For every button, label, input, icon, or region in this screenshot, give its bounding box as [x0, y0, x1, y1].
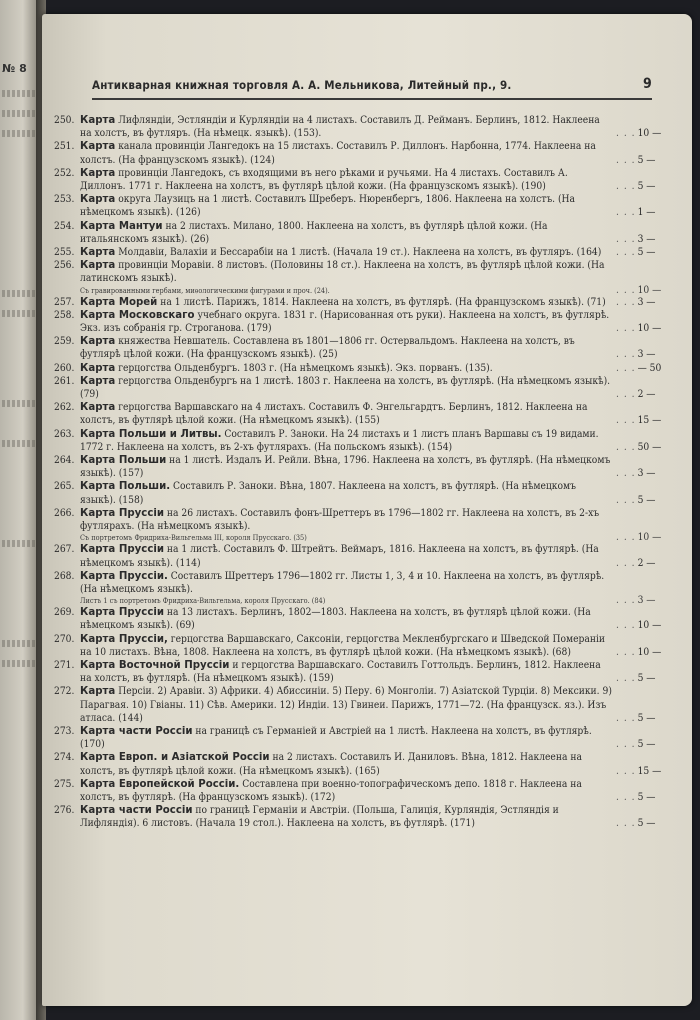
entry-body [80, 751, 674, 777]
entry-label: Карта Пруссіи [80, 607, 164, 619]
catalog-entry [54, 140, 674, 166]
entry-label: Карта Европ. и Азіатской Россіи [80, 752, 270, 764]
entry-body [80, 596, 612, 606]
entry-text: на границѣ съ Германіей и Австріей на 1 листѣ. Наклеена на холстъ, въ футлярѣ. (170) [80, 725, 592, 751]
entry-number: 265. [54, 481, 75, 493]
catalog-entry [54, 543, 674, 569]
entry-text: на 1 листѣ. Составилъ Ф. Штрейтъ. Веймаръ, 1816. Наклеена на холстъ, въ футлярѣ. (На нѣмецкомъ языкѣ). (114) [80, 544, 599, 569]
entry-price: . . . 5 — [616, 246, 674, 259]
entry-number: 250. [54, 115, 75, 126]
entry-price: . . . 10 — [616, 646, 674, 659]
entry-price: . . . 5 — [616, 154, 674, 167]
entry-number: 258. [54, 309, 75, 321]
entry-price: . . . — 50 [616, 362, 674, 375]
entry-text: округа Лаузицъ на 1 листѣ. Составилъ Шреберъ. Нюренбергъ, 1806. Наклеена на холстъ. (На нѣмецкомъ языкѣ). (126) [80, 194, 576, 219]
entry-label: Карта Морей [80, 296, 158, 308]
entry-body [80, 140, 674, 166]
catalog-entry [54, 259, 674, 285]
entry-number: 276. [54, 805, 75, 817]
entry-label: Карта [80, 375, 116, 387]
catalog-entry [54, 778, 674, 804]
entry-label: Карта [80, 141, 116, 153]
entry-body [80, 401, 674, 427]
entry-price: . . . 50 — [616, 441, 674, 454]
entry-label: Карта Мантуи [80, 220, 163, 232]
entry-text: на 1 листѣ. Издалъ И. Рейли. Вѣна, 1796. Наклеена на холстъ, въ футлярѣ. (На нѣмецкомъ языкѣ). (157) [80, 455, 611, 480]
entry-text: герцогства Варшавскаго, Саксоніи, герцогства Мекленбургскаго и Шведской Помераніи на 10 листахъ. Вѣна, 1808. Наклеена на холстъ, въ футлярѣ цѣлой кожи. (На нѣмецкомъ языкѣ). (68) [80, 633, 605, 658]
entry-number: 257. [54, 296, 75, 308]
entry-body [80, 286, 612, 296]
entry-label: Карта [80, 247, 116, 259]
entry-text: Персіи. 2) Аравіи. 3) Африки. 4) Абиссиніи. 5) Перу. 6) Монголіи. 7) Азіатской Турціи. 8) Мексики. 9) Парагвая. 10) Гвіаны. 11) Сѣв. Америки. 12) Индіи. 13) Гвинеи. Парижъ, 1771—72. (На французск. яз.). Изъ атласа. (144) [80, 686, 612, 724]
entry-price: . . . 3 — [616, 296, 674, 309]
entry-body [80, 570, 674, 596]
entry-note [54, 286, 674, 296]
entry-label: Карта части Россіи [80, 725, 193, 737]
entry-number: 256. [54, 260, 75, 272]
catalog-entry [54, 751, 674, 777]
facing-text-fragment [2, 640, 36, 647]
entry-text: Составлена при военно-топографическомъ депо. 1818 г. Наклеена на холстъ, въ футлярѣ. (На французскомъ языкѣ). (172) [80, 778, 582, 803]
page-number: 9 [643, 76, 652, 92]
entry-body [80, 725, 674, 751]
entry-number: 267. [54, 544, 75, 556]
facing-page-edge [0, 0, 38, 1020]
catalog-entry [54, 193, 674, 219]
entry-price: . . . 3 — [616, 233, 674, 246]
entry-body [80, 685, 674, 725]
entry-number: 263. [54, 428, 75, 440]
entry-price: . . . 3 — [616, 596, 674, 606]
entry-price: . . . 2 — [616, 557, 674, 570]
entry-body [80, 193, 674, 219]
entry-price: . . . 10 — [616, 533, 674, 543]
header-rule [92, 98, 652, 100]
facing-text-fragment [2, 110, 36, 117]
entry-text: Лифляндіи, Эстляндіи и Курляндіи на 4 листахъ. Составилъ Д. Рейманъ. Берлинъ, 1812. Наклеена на холстъ, въ футляръ. (На нѣмецк. языкѣ). (153). [80, 115, 600, 140]
entry-label: Карта Пруссіи, [80, 633, 168, 645]
entry-text: герцогства Варшавскаго на 4 листахъ. Составилъ Ф. Энгельгардтъ. Берлинъ, 1812. Наклеена на холстъ, въ футлярѣ цѣлой кожи. (На нѣмецкомъ языкѣ). (155) [80, 402, 588, 427]
entry-price: . . . 5 — [616, 791, 674, 804]
entry-number: 269. [54, 607, 75, 619]
entry-body [80, 454, 674, 480]
entry-number: 272. [54, 686, 75, 698]
entry-price: . . . 1 — [616, 206, 674, 219]
entry-text: на 13 листахъ. Берлинъ, 1802—1803. Наклеена на холстъ, въ футлярѣ цѣлой кожи. (На нѣмецкомъ языкѣ). (69) [80, 607, 591, 632]
entry-text: и герцогства Варшавскаго. Составилъ Готтольдъ. Берлинъ, 1812. Наклеена на холстъ, въ футлярѣ. (На нѣмецкомъ языкѣ). (159) [80, 659, 601, 685]
entry-body [80, 606, 674, 632]
entry-label: Карта Польши [80, 455, 167, 467]
entry-text: учебнаго округа. 1831 г. (Нарисованная отъ руки). Наклеена на холстъ, въ футлярѣ. Экз. изъ собранія гр. Строганова. (179) [80, 309, 610, 335]
catalog-page [42, 14, 692, 1006]
entry-number: 262. [54, 402, 75, 414]
entry-text: Составилъ Шреттеръ 1796—1802 гг. Листы 1, 3, 4 и 10. Наклеена на холстъ, въ футлярѣ. (На нѣмецкомъ языкѣ). [80, 570, 605, 595]
catalog-entry [54, 480, 674, 506]
entry-number: 266. [54, 507, 75, 519]
entry-text: провинціи Лангедокъ, съ входящими въ него рѣками и ручьями. На 4 листахъ. Составилъ А. Диллонъ. 1771 г. Наклеена на холстъ, въ футлярѣ цѣлой кожи. (На французскомъ языкѣ). (190) [80, 167, 568, 193]
entry-text: Молдавіи, Валахіи и Бессарабіи на 1 листѣ. (Начала 19 ст.). Наклеена на холстъ, въ футляръ. (164) [118, 247, 602, 259]
entry-label: Карта Пруссіи. [80, 570, 168, 582]
entry-body [80, 220, 674, 246]
catalog-entry [54, 428, 674, 454]
catalog-entry [54, 296, 674, 309]
facing-text-fragment [2, 400, 36, 407]
entry-text: на 2 листахъ. Составилъ И. Даниловъ. Вѣна, 1812. Наклеена на холстъ, въ футлярѣ цѣлой кожи. (На нѣмецкомъ языкѣ). (165) [80, 752, 582, 777]
entry-text: провинціи Моравіи. 8 листовъ. (Половины 18 ст.). Наклеена на холстъ, въ футлярѣ цѣлой кожи. (На латинскомъ языкѣ). [80, 260, 605, 285]
entry-label: Карта [80, 686, 116, 698]
entry-text: на 26 листахъ. Составилъ фонъ-Шреттеръ въ 1796—1802 гг. Наклеена на холстъ, въ 2-хъ футлярахъ. (На нѣмецкомъ языкѣ). [80, 507, 600, 533]
entry-number: 268. [54, 570, 75, 582]
entry-label: Карта Европейской Россіи. [80, 778, 240, 790]
entry-text: герцогства Ольденбургъ. 1803 г. (На нѣмецкомъ языкѣ). Экз. порванъ. (135). [118, 362, 493, 374]
entry-label: Карта [80, 362, 116, 374]
entry-note [54, 533, 674, 543]
entry-note [54, 596, 674, 606]
entry-text: Составилъ Р. Заноки. Вѣна, 1807. Наклеена на холстъ, въ футлярѣ. (На нѣмецкомъ языкѣ). (158) [80, 481, 576, 506]
entry-label: Карта [80, 402, 116, 414]
entry-number: 261. [54, 375, 75, 387]
entry-number: 274. [54, 752, 75, 764]
entry-label: Карта Польши и Литвы. [80, 428, 222, 440]
entry-text: по границѣ Германіи и Австріи. (Польша, Галиція, Курляндія, Эстляндія и Лифляндія). 6 листовъ. (Начала 19 стол.). Наклеена на холстъ, въ футлярѣ. (171) [80, 805, 559, 830]
entry-text: княжества Невшатель. Составлена въ 1801—1806 гг. Остервальдомъ. Наклеена на холстъ, въ футлярѣ цѣлой кожи. (На французскомъ языкѣ). (25) [80, 336, 575, 361]
entry-text: на 2 листахъ. Милано, 1800. Наклеена на холстъ, въ футлярѣ цѣлой кожи. (На итальянскомъ языкѣ). (26) [80, 220, 548, 245]
entry-body [80, 533, 612, 543]
catalog-entry [54, 246, 674, 259]
entry-label: Карта Пруссіи [80, 544, 164, 556]
catalog-entries [54, 114, 674, 831]
entry-price: . . . 5 — [616, 494, 674, 507]
entry-body [80, 246, 674, 259]
catalog-entry [54, 362, 674, 375]
entry-body [80, 428, 674, 454]
catalog-entry [54, 401, 674, 427]
entry-body [80, 362, 674, 375]
catalog-entry [54, 309, 674, 335]
facing-text-fragment [2, 290, 36, 297]
catalog-entry [54, 659, 674, 685]
entry-price: . . . 5 — [616, 672, 674, 685]
facing-page-number: № 8 [2, 62, 27, 75]
facing-text-fragment [2, 310, 36, 317]
facing-text-fragment [2, 440, 36, 447]
entry-price: . . . 10 — [616, 286, 674, 296]
facing-text-fragment [2, 660, 36, 667]
entry-body [80, 633, 674, 659]
facing-text-fragment [2, 540, 36, 547]
entry-label: Карта части Россіи [80, 805, 193, 817]
entry-body [80, 507, 674, 533]
entry-price: . . . 5 — [616, 817, 674, 830]
entry-body [80, 375, 674, 401]
entry-number: 255. [54, 247, 75, 259]
entry-price: . . . 15 — [616, 765, 674, 778]
entry-price: . . . 15 — [616, 414, 674, 427]
catalog-entry [54, 570, 674, 596]
entry-price: . . . 5 — [616, 738, 674, 751]
entry-body [80, 167, 674, 193]
entry-label: Карта [80, 115, 116, 126]
entry-number: 259. [54, 336, 75, 348]
entry-body [80, 804, 674, 830]
entry-body [80, 659, 674, 685]
entry-number: 253. [54, 194, 75, 206]
entry-label: Карта [80, 336, 116, 348]
catalog-entry [54, 633, 674, 659]
entry-label: Карта Польши. [80, 481, 171, 493]
entry-number: 273. [54, 725, 75, 737]
entry-text: герцогства Ольденбургъ на 1 листѣ. 1803 г. Наклеена на холстъ, въ футлярѣ. (На нѣмецкомъ языкѣ). (79) [80, 375, 611, 401]
entry-price: . . . 3 — [616, 467, 674, 480]
entry-label: Карта [80, 194, 116, 206]
catalog-entry [54, 804, 674, 830]
entry-number: 270. [54, 633, 75, 645]
entry-label: Карта [80, 167, 116, 179]
entry-label: Карта Московскаго [80, 309, 195, 321]
entry-price: . . . 3 — [616, 348, 674, 361]
page-header [92, 76, 652, 96]
entry-body [80, 259, 674, 285]
entry-number: 254. [54, 220, 75, 232]
entry-body [80, 480, 674, 506]
note-text: Съ портретомъ Фридриха-Вильгельма III, короля Прусскаго. (35) [80, 533, 307, 543]
entry-price: . . . 10 — [616, 322, 674, 335]
entry-body [80, 309, 674, 335]
entry-number: 251. [54, 141, 75, 153]
facing-text-fragment [2, 130, 36, 137]
catalog-entry [54, 725, 674, 751]
entry-body [80, 296, 674, 309]
entry-number: 252. [54, 167, 75, 179]
entry-label: Карта [80, 260, 116, 272]
entry-price: . . . 2 — [616, 388, 674, 401]
entry-body [80, 335, 674, 361]
entry-label: Карта Пруссіи [80, 507, 164, 519]
entry-text: Составилъ Р. Заноки. На 24 листахъ и 1 листъ планъ Варшавы съ 19 видами. 1772 г. Наклеена на холстъ, въ 2-хъ футлярахъ. (На польскомъ языкѣ). (154) [80, 428, 599, 453]
entry-price: . . . 5 — [616, 712, 674, 725]
catalog-entry [54, 335, 674, 361]
entry-body [80, 778, 674, 804]
entry-number: 264. [54, 455, 75, 467]
note-text: Листъ 1 съ портретомъ Фридриха-Вильгельма, короля Прусскаго. (84) [80, 596, 326, 606]
catalog-entry [54, 114, 674, 140]
catalog-entry [54, 167, 674, 193]
facing-text-fragment [2, 90, 36, 97]
entry-price: . . . 10 — [616, 619, 674, 632]
entry-price: . . . 5 — [616, 180, 674, 193]
entry-body [80, 543, 674, 569]
entry-text: на 1 листѣ. Парижъ, 1814. Наклеена на холстъ, въ футлярѣ. (На французскомъ языкѣ). (71) [160, 296, 606, 308]
entry-label: Карта Восточной Пруссіи [80, 659, 230, 671]
entry-text: канала провинціи Лангедокъ на 15 листахъ. Составилъ Р. Диллонъ. Нарбонна, 1774. Наклеена на холстъ. (На французскомъ языкѣ). (124) [80, 141, 596, 166]
entry-number: 271. [54, 659, 75, 671]
catalog-entry [54, 507, 674, 533]
entry-body [80, 114, 674, 140]
running-title: Антикварная книжная торговля А. А. Мельникова, Литейный пр., 9. [92, 78, 512, 92]
entry-number: 260. [54, 362, 75, 374]
note-text: Съ гравированными гербами, миѳологическими фигурами и проч. (24). [80, 285, 330, 295]
catalog-entry [54, 454, 674, 480]
catalog-entry [54, 220, 674, 246]
catalog-entry [54, 375, 674, 401]
catalog-entry [54, 606, 674, 632]
catalog-entry [54, 685, 674, 725]
entry-number: 275. [54, 778, 75, 790]
entry-price: . . . 10 — [616, 127, 674, 140]
